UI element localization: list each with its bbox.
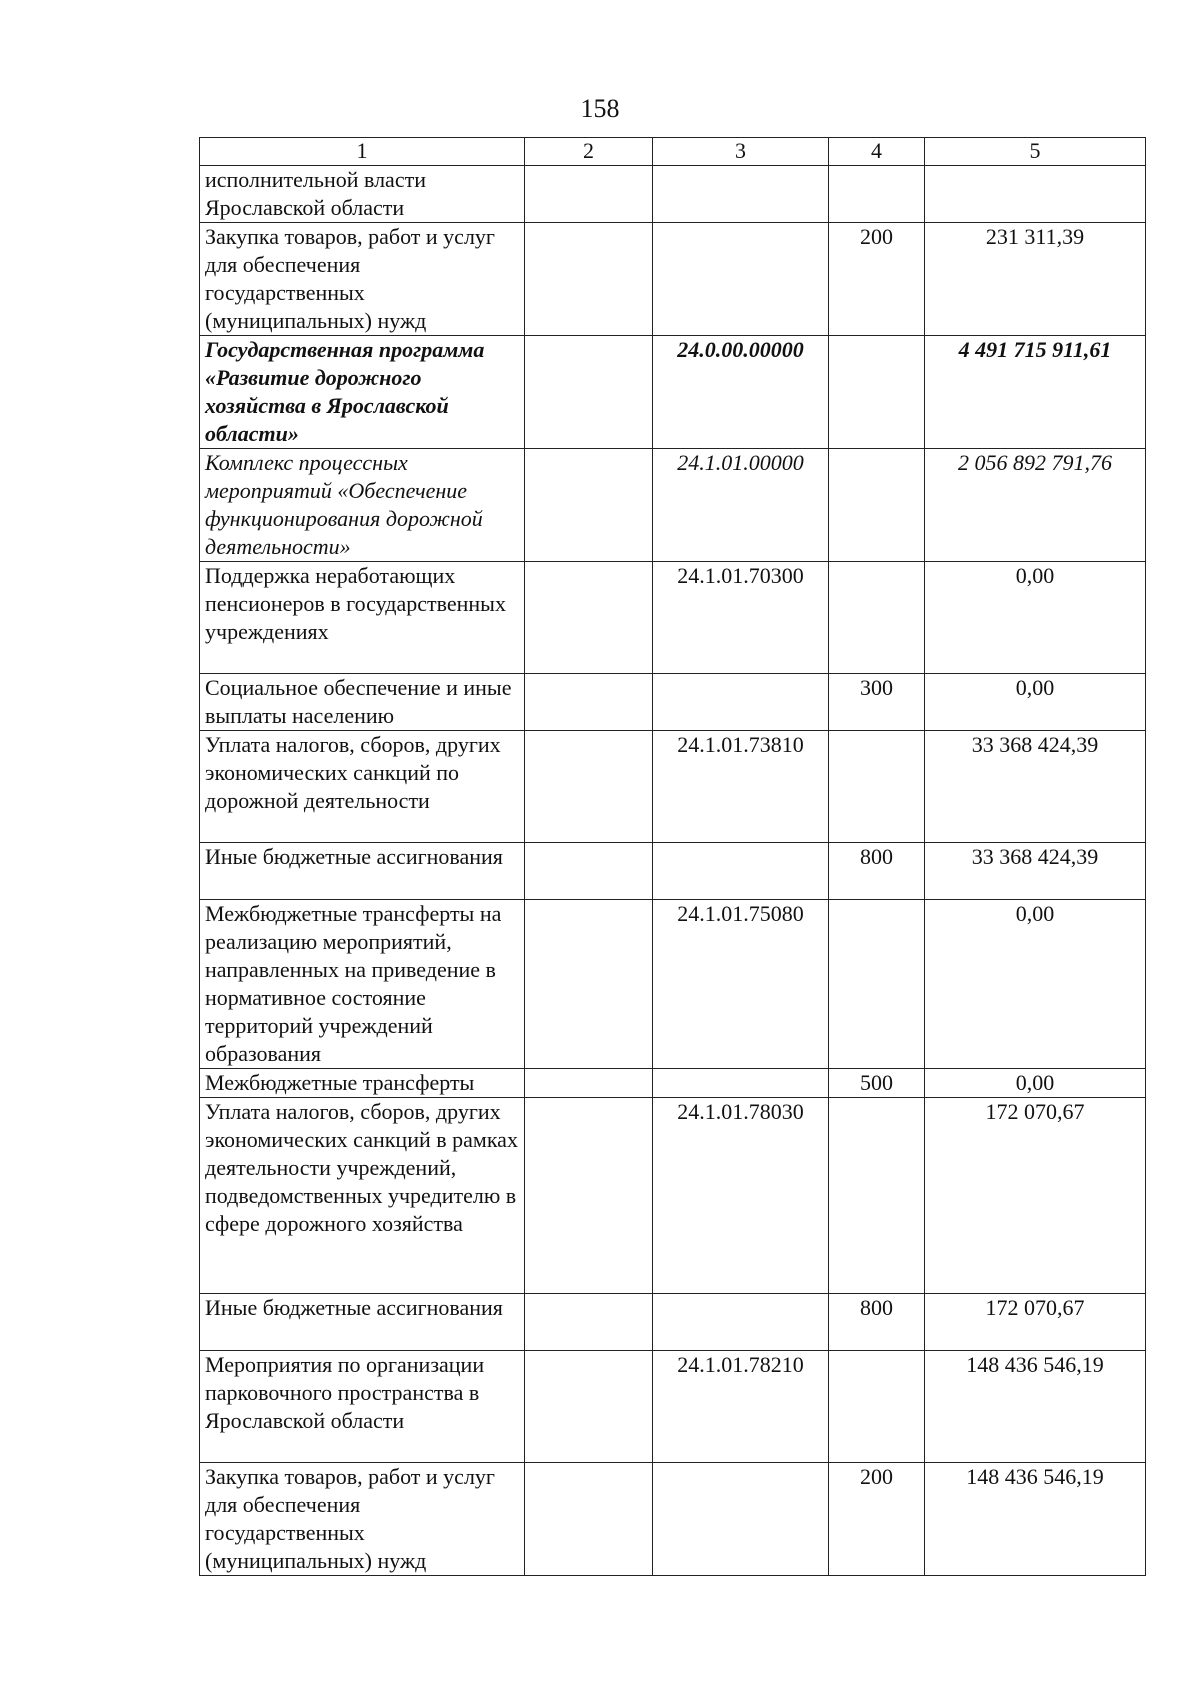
row-col2-cell (525, 223, 653, 336)
row-col2-cell (525, 449, 653, 562)
row-col2-cell (525, 900, 653, 1069)
row-col2-cell (525, 674, 653, 731)
table-row (200, 562, 1146, 674)
row-code-cell (653, 1463, 829, 1576)
row-amount-cell (925, 166, 1146, 223)
row-amount-cell: 4 491 715 911,61 (925, 336, 1146, 449)
table-body (200, 166, 1146, 1576)
row-type-cell: 800 (829, 843, 925, 900)
row-name-cell: Закупка товаров, работ и услуг для обеспечения государственных (муниципальных) нужд (200, 1463, 525, 1576)
row-amount-cell: 33 368 424,39 (925, 843, 1146, 900)
table-row (200, 1069, 1146, 1098)
row-type-cell (829, 731, 925, 843)
table-header-row (200, 138, 1146, 166)
row-type-cell: 500 (829, 1069, 925, 1098)
row-code-cell: 24.1.01.73810 (653, 731, 829, 843)
column-header: 5 (925, 138, 1146, 166)
table-row (200, 223, 1146, 336)
row-name-cell: Иные бюджетные ассигнования (200, 843, 525, 900)
row-code-cell (653, 674, 829, 731)
table-row (200, 449, 1146, 562)
row-code-cell: 24.0.00.00000 (653, 336, 829, 449)
row-type-cell (829, 1098, 925, 1294)
row-code-cell (653, 843, 829, 900)
table-row (200, 674, 1146, 731)
row-name-cell: Мероприятия по организации парковочного пространства в Ярославской области (200, 1351, 525, 1463)
table-row (200, 336, 1146, 449)
row-type-cell (829, 336, 925, 449)
row-amount-cell: 148 436 546,19 (925, 1463, 1146, 1576)
row-code-cell: 24.1.01.78030 (653, 1098, 829, 1294)
row-amount-cell: 2 056 892 791,76 (925, 449, 1146, 562)
column-header: 2 (525, 138, 653, 166)
row-code-cell (653, 1069, 829, 1098)
row-col2-cell (525, 843, 653, 900)
row-code-cell (653, 223, 829, 336)
row-name-cell: Социальное обеспечение и иные выплаты населению (200, 674, 525, 731)
table-row (200, 900, 1146, 1069)
row-code-cell: 24.1.01.70300 (653, 562, 829, 674)
row-type-cell (829, 562, 925, 674)
row-type-cell: 300 (829, 674, 925, 731)
row-name-cell: Межбюджетные трансферты на реализацию мероприятий, направленных на приведение в нормативное состояние территорий учреждений образования (200, 900, 525, 1069)
row-name-cell: Межбюджетные трансферты (200, 1069, 525, 1098)
row-code-cell (653, 1294, 829, 1351)
row-col2-cell (525, 731, 653, 843)
table-row (200, 1098, 1146, 1294)
row-col2-cell (525, 1463, 653, 1576)
row-name-cell: Комплекс процессных мероприятий «Обеспечение функционирования дорожной деятельности» (200, 449, 525, 562)
row-col2-cell (525, 1294, 653, 1351)
row-code-cell: 24.1.01.78210 (653, 1351, 829, 1463)
page-number: 158 (580, 94, 620, 123)
table-row (200, 843, 1146, 900)
row-name-cell: Поддержка неработающих пенсионеров в государственных учреждениях (200, 562, 525, 674)
row-name-cell: Уплата налогов, сборов, других экономических санкций в рамках деятельности учреждений, подведомственных учредителю в сфере дорожного хозяйства (200, 1098, 525, 1294)
row-type-cell (829, 166, 925, 223)
row-amount-cell: 0,00 (925, 1069, 1146, 1098)
row-name-cell: Государственная программа «Развитие дорожного хозяйства в Ярославской области» (200, 336, 525, 449)
column-header: 4 (829, 138, 925, 166)
row-code-cell: 24.1.01.75080 (653, 900, 829, 1069)
budget-table (199, 137, 1146, 1576)
table-row (200, 166, 1146, 223)
row-type-cell: 200 (829, 1463, 925, 1576)
row-amount-cell: 172 070,67 (925, 1294, 1146, 1351)
column-header: 3 (653, 138, 829, 166)
row-amount-cell: 148 436 546,19 (925, 1351, 1146, 1463)
row-code-cell (653, 166, 829, 223)
table-row (200, 1294, 1146, 1351)
row-col2-cell (525, 336, 653, 449)
row-name-cell: Закупка товаров, работ и услуг для обеспечения государственных (муниципальных) нужд (200, 223, 525, 336)
row-amount-cell: 0,00 (925, 562, 1146, 674)
row-amount-cell: 33 368 424,39 (925, 731, 1146, 843)
row-type-cell (829, 900, 925, 1069)
row-type-cell: 800 (829, 1294, 925, 1351)
row-amount-cell: 231 311,39 (925, 223, 1146, 336)
row-col2-cell (525, 1098, 653, 1294)
row-name-cell: Иные бюджетные ассигнования (200, 1294, 525, 1351)
row-name-cell: Уплата налогов, сборов, других экономических санкций по дорожной деятельности (200, 731, 525, 843)
table-row (200, 731, 1146, 843)
row-type-cell (829, 449, 925, 562)
table-row (200, 1463, 1146, 1576)
row-type-cell: 200 (829, 223, 925, 336)
row-name-cell: исполнительной власти Ярославской области (200, 166, 525, 223)
row-type-cell (829, 1351, 925, 1463)
table-row (200, 1351, 1146, 1463)
row-amount-cell: 172 070,67 (925, 1098, 1146, 1294)
row-col2-cell (525, 166, 653, 223)
row-col2-cell (525, 1351, 653, 1463)
row-amount-cell: 0,00 (925, 674, 1146, 731)
column-header: 1 (200, 138, 525, 166)
row-col2-cell (525, 1069, 653, 1098)
row-code-cell: 24.1.01.00000 (653, 449, 829, 562)
row-amount-cell: 0,00 (925, 900, 1146, 1069)
row-col2-cell (525, 562, 653, 674)
